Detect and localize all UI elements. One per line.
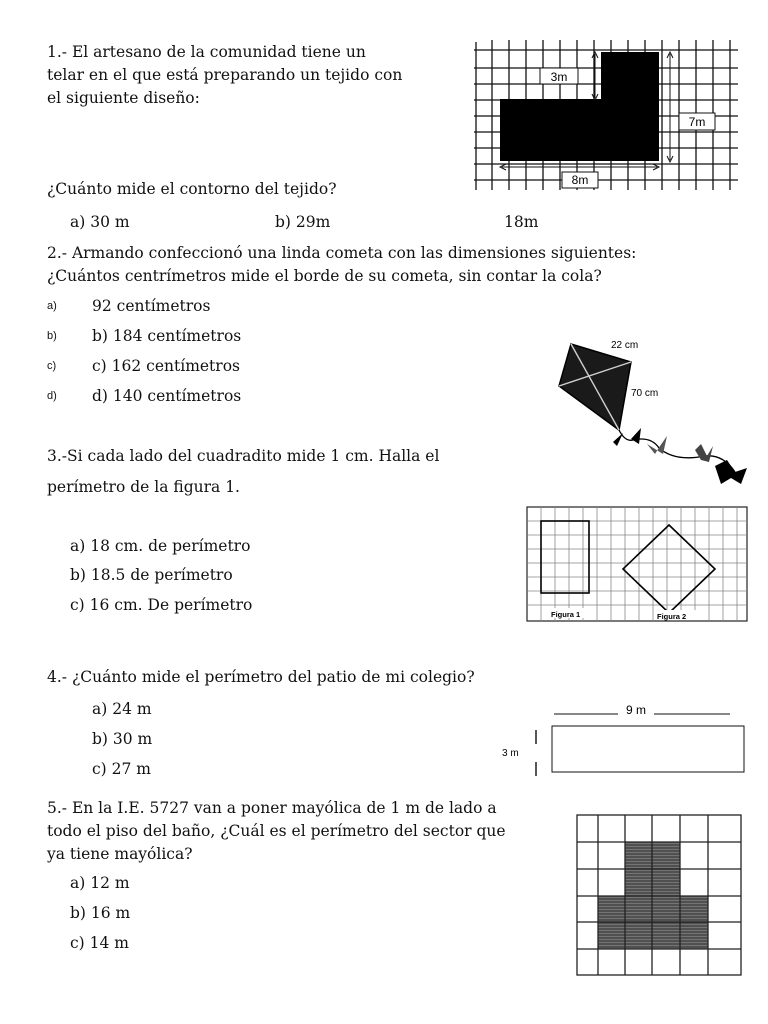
q5-text-line1: 5.- En la I.E. 5727 van a poner mayólica de 1 m de lado a (47, 799, 497, 817)
q1-option-c: 18m (504, 213, 539, 231)
q5-text-line2: todo el piso del baño, ¿Cuál es el perímetro del sector que (47, 822, 506, 840)
q5-option-c: c) 14 m (70, 934, 130, 952)
q4-option-a: a) 24 m (92, 700, 152, 718)
q2-label-70cm: 70 cm (631, 388, 659, 399)
q2-kite-figure (555, 332, 755, 492)
q1-text-line3: el siguiente diseño: (47, 89, 200, 107)
q4-text-line1: 4.- ¿Cuánto mide el perímetro del patio de mi colegio? (47, 668, 475, 686)
q5-option-a: a) 12 m (70, 874, 130, 892)
q4-label-3m: 3 m (502, 748, 519, 759)
q3-grid-figure (527, 507, 749, 623)
q5-tile-grid-figure (576, 814, 746, 978)
q1-text-line1: 1.- El artesano de la comunidad tiene un (47, 43, 366, 61)
q3-option-c: c) 16 cm. De perímetro (70, 596, 253, 614)
q1-option-a: a) 30 m (70, 213, 130, 231)
q2-marker-a: a) (47, 300, 57, 312)
q3-text-line1: 3.-Si cada lado del cuadradito mide 1 cm. Halla el (47, 447, 440, 465)
q1-question: ¿Cuánto mide el contorno del tejido? (47, 180, 337, 198)
q1-label-8m: 8m (571, 173, 589, 187)
q5-text-line3: ya tiene mayólica? (47, 845, 193, 863)
q4-patio-figure (496, 700, 756, 780)
q2-text-line2: ¿Cuántos centrímetros mide el borde de su cometa, sin contar la cola? (47, 267, 602, 285)
q3-option-b: b) 18.5 de perímetro (70, 566, 233, 584)
q2-marker-b: b) (47, 330, 57, 342)
q2-marker-c: c) (47, 360, 57, 372)
q1-option-b: b) 29m (275, 213, 331, 231)
q1-text-line2: telar en el que está preparando un tejido con (47, 66, 403, 84)
q2-marker-d: d) (47, 390, 57, 402)
q2-option-d: d) 140 centímetros (92, 387, 242, 405)
q2-option-b: b) 184 centímetros (92, 327, 242, 345)
q1-weave-figure (476, 36, 746, 196)
q1-label-3m: 3m (550, 70, 568, 84)
q3-option-a: a) 18 cm. de perímetro (70, 537, 251, 555)
q1-label-7m: 7m (688, 115, 706, 129)
q4-option-c: c) 27 m (92, 760, 152, 778)
q2-option-c: c) 162 centímetros (92, 357, 240, 375)
q3-text-line2: perímetro de la figura 1. (47, 478, 240, 496)
q2-text-line1: 2.- Armando confeccionó una linda cometa con las dimensiones siguientes: (47, 244, 637, 262)
q2-label-22cm: 22 cm (611, 340, 639, 351)
q3-label-figure-1: Figura 1 (551, 610, 581, 619)
q3-label-figure-2: Figura 2 (657, 612, 687, 621)
q4-option-b: b) 30 m (92, 730, 153, 748)
q4-patio-rectangle (552, 726, 744, 772)
q5-option-b: b) 16 m (70, 904, 131, 922)
q4-label-9m: 9 m (625, 703, 647, 717)
q2-option-a: 92 centímetros (92, 297, 211, 315)
